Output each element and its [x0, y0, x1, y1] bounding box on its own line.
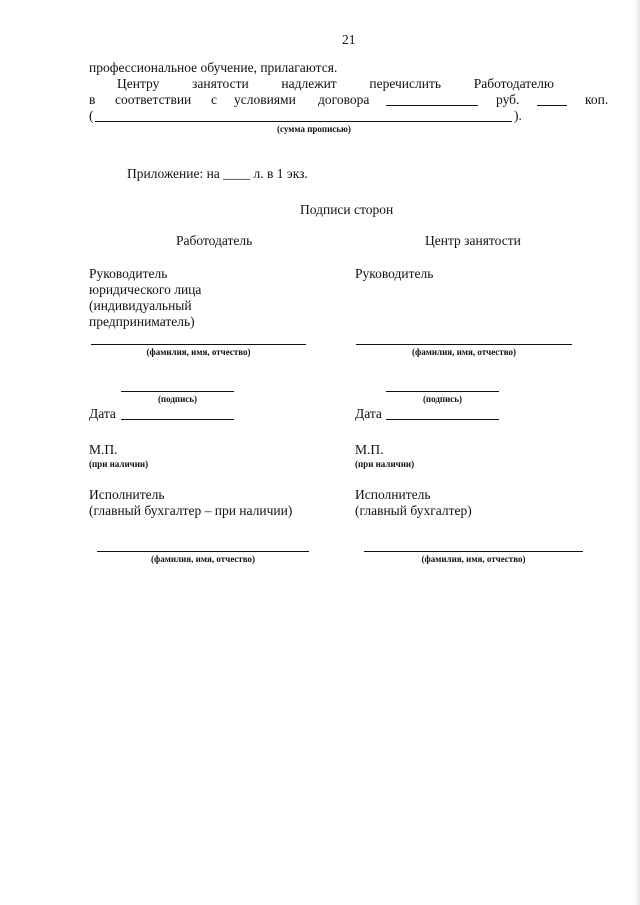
employer-fio-caption: (фамилия, имя, отчество)	[146, 347, 251, 357]
employer-fio-line	[91, 344, 306, 345]
amount-words-caption: (сумма прописью)	[277, 124, 351, 134]
para-word: с	[211, 92, 217, 107]
word: надлежит	[281, 76, 337, 91]
center-date-line	[386, 419, 499, 420]
appendix-line: Приложение: на ____ л. в 1 экз.	[127, 166, 308, 181]
employer-heading: Работодатель	[176, 233, 253, 248]
employer-date-line	[121, 419, 234, 420]
center-executor-fio-line	[364, 551, 583, 552]
word: Центру	[117, 76, 160, 91]
word: Работодателю	[473, 76, 554, 91]
para-word: договора	[318, 92, 370, 107]
page-number: 21	[342, 32, 356, 47]
para-line-2	[117, 76, 554, 92]
signatures-title: Подписи сторон	[300, 202, 394, 217]
amount-words-line	[95, 121, 512, 122]
employer-executor-fio-line	[97, 551, 309, 552]
center-stamp-label: М.П.	[355, 442, 384, 457]
center-date-label: Дата	[355, 406, 382, 421]
para-line-1: профессиональное обучение, прилагаются.	[89, 60, 338, 75]
word: перечислить	[369, 76, 442, 91]
kop-label: коп.	[585, 92, 609, 107]
close-paren: ).	[514, 108, 522, 123]
employer-signature-caption: (подпись)	[157, 394, 198, 404]
center-heading: Центр занятости	[425, 233, 521, 248]
para-word: соответствии	[115, 92, 192, 107]
employer-stamp-label: М.П.	[89, 442, 118, 457]
employer-signature-line	[121, 391, 234, 392]
open-paren: (	[89, 108, 94, 123]
employer-executor-fio-caption: (фамилия, имя, отчество)	[150, 554, 256, 564]
center-fio-line	[356, 344, 572, 345]
employer-executor-note: (главный бухгалтер – при наличии)	[89, 503, 293, 518]
scan-edge-shadow	[634, 0, 640, 905]
center-stamp-note: (при наличии)	[355, 459, 415, 469]
word: занятости	[192, 76, 249, 91]
kop-digits-line	[537, 105, 567, 106]
employer-stamp-note: (при наличии)	[89, 459, 149, 469]
para-word: условиями	[234, 92, 296, 107]
center-role-line: Руководитель	[355, 266, 434, 281]
amount-digits-line	[386, 105, 478, 106]
center-signature-caption: (подпись)	[422, 394, 463, 404]
employer-role-line: юридического лица	[89, 282, 202, 297]
employer-role-line: предприниматель)	[89, 314, 195, 329]
center-fio-caption: (фамилия, имя, отчество)	[411, 347, 517, 357]
center-signature-line	[386, 391, 499, 392]
employer-role-line: (индивидуальный	[89, 298, 192, 313]
employer-role-line: Руководитель	[89, 266, 168, 281]
center-executor-label: Исполнитель	[355, 487, 431, 502]
center-executor-note: (главный бухгалтер)	[355, 503, 472, 518]
para-word: в	[89, 92, 96, 107]
employer-executor-label: Исполнитель	[89, 487, 165, 502]
employer-date-label: Дата	[89, 406, 116, 421]
center-executor-fio-caption: (фамилия, имя, отчество)	[421, 554, 526, 564]
rub-label: руб.	[496, 92, 520, 107]
